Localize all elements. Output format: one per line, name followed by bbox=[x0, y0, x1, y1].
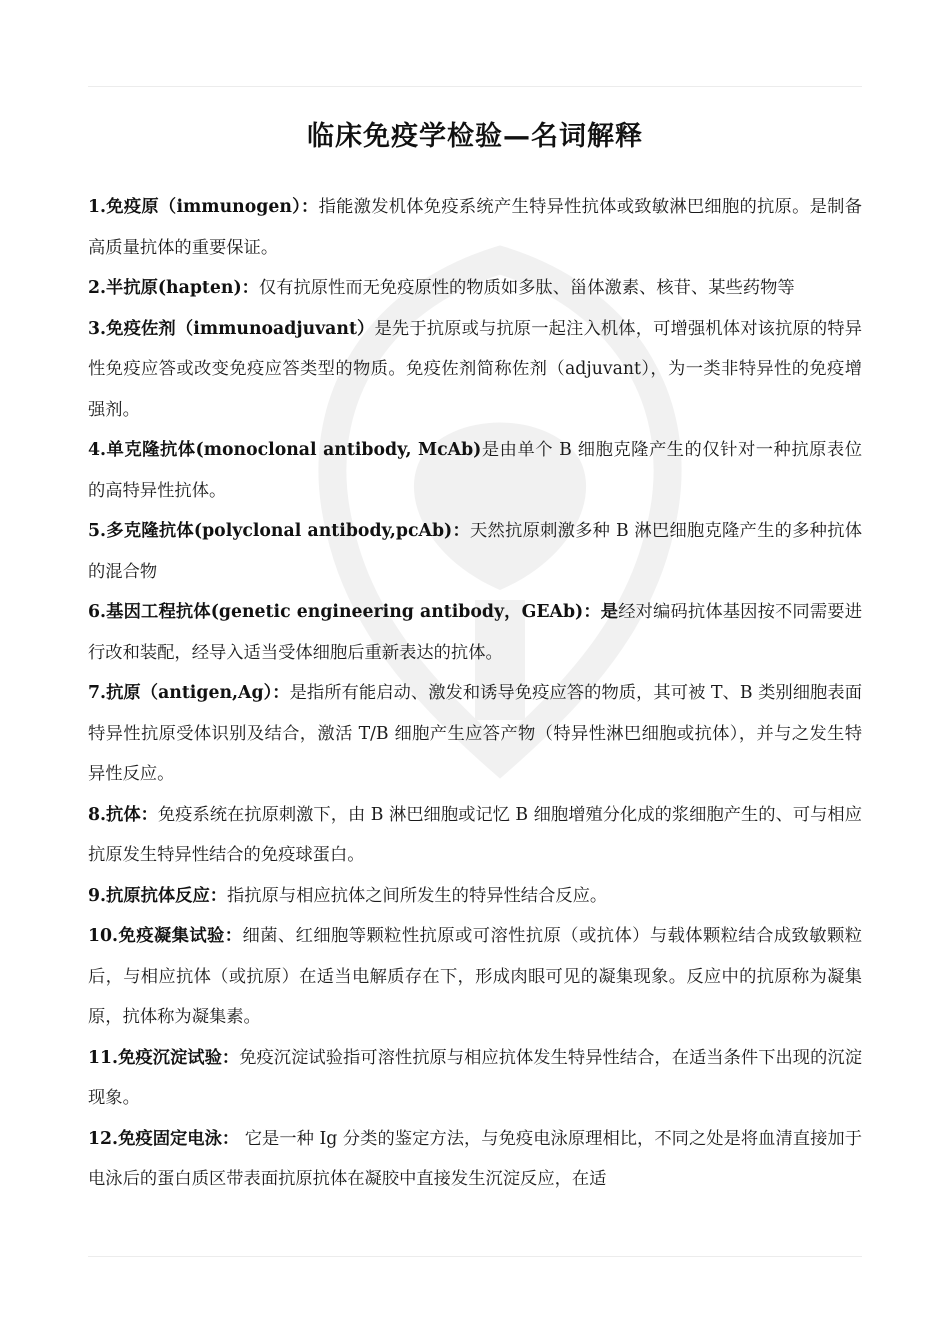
term-entry-11 bbox=[88, 1038, 862, 1119]
term-heading: 4.单克隆抗体(monoclonal antibody, McAb) bbox=[88, 440, 482, 460]
term-definition: 天然抗原刺激多种 B 淋巴细胞克隆产生的多种抗体的混合物 bbox=[88, 521, 862, 582]
term-definition: 指抗原与相应抗体之间所发生的特异性结合反应。 bbox=[227, 885, 608, 906]
term-heading: 9.抗原抗体反应： bbox=[88, 885, 228, 906]
term-heading: 8.抗体： bbox=[88, 804, 158, 825]
term-entry-2 bbox=[88, 268, 862, 309]
term-definition: 是指所有能启动、激发和诱导免疫应答的物质，其可被 T、B 类别细胞表面特异性抗原受体识别及结合，激活 T/B 细胞产生应答产物（特异性淋巴细胞或抗体），并与之发生特异性反应。 bbox=[88, 683, 862, 784]
term-heading: 3.免疫佐剂（immunoadjuvant） bbox=[88, 318, 375, 339]
page-title: 临床免疫学检验—名词解释 bbox=[307, 121, 643, 152]
term-definition: 经对编码抗体基因按不同需要进行改和装配，经导入适当受体细胞后重新表达的抗体。 bbox=[88, 602, 862, 663]
term-definition: 是由单个 B 细胞克隆产生的仅针对一种抗原表位的高特异性抗体。 bbox=[88, 440, 863, 501]
term-definition: 细菌、红细胞等颗粒性抗原或可溶性抗原（或抗体）与载体颗粒结合成致敏颗粒后，与相应抗体（或抗原）在适当电解质存在下，形成肉眼可见的凝集现象。反应中的抗原称为凝集原，抗体称为凝集素。 bbox=[88, 926, 862, 1027]
term-entry-8 bbox=[88, 795, 862, 876]
term-heading: 5.多克隆抗体(polyclonal antibody,pcAb)： bbox=[88, 521, 470, 541]
term-entry-9 bbox=[88, 876, 862, 917]
term-entry-3 bbox=[88, 309, 862, 431]
term-heading: 12.免疫固定电泳： bbox=[88, 1128, 240, 1149]
term-entry-6 bbox=[88, 592, 862, 673]
term-entry-1 bbox=[88, 187, 862, 268]
term-entry-7 bbox=[88, 673, 862, 795]
term-heading: 11.免疫沉淀试验： bbox=[88, 1047, 240, 1068]
term-definition: 是先于抗原或与抗原一起注入机体，可增强机体对该抗原的特异性免疫应答或改变免疫应答类型的物质。免疫佐剂简称佐剂（adjuvant），为一类非特异性的免疫增强剂。 bbox=[88, 318, 862, 420]
term-heading: 2.半抗原(hapten)： bbox=[88, 278, 259, 298]
term-definition: 指能激发机体免疫系统产生特异性抗体或致敏淋巴细胞的抗原。是制备高质量抗体的重要保证。 bbox=[88, 197, 862, 258]
header-rule bbox=[88, 86, 862, 87]
term-list bbox=[88, 187, 862, 1200]
term-entry-4 bbox=[88, 430, 862, 511]
term-definition: 免疫系统在抗原刺激下，由 B 淋巴细胞或记忆 B 细胞增殖分化成的浆细胞产生的、可与相应抗原发生特异性结合的免疫球蛋白。 bbox=[88, 804, 862, 865]
term-definition: 仅有抗原性而无免疫原性的物质如多肽、甾体激素、核苷、某些药物等 bbox=[258, 278, 795, 298]
footer-rule bbox=[88, 1256, 862, 1257]
term-heading: 6.基因工程抗体(genetic engineering antibody，GEAb)：是 bbox=[88, 602, 619, 622]
term-heading: 1.免疫原（immunogen）： bbox=[88, 197, 319, 217]
term-entry-12 bbox=[88, 1119, 862, 1200]
term-definition: 免疫沉淀试验指可溶性抗原与相应抗体发生特异性结合，在适当条件下出现的沉淀现象。 bbox=[88, 1047, 862, 1108]
term-heading: 10.免疫凝集试验： bbox=[88, 926, 243, 946]
term-entry-10 bbox=[88, 916, 862, 1038]
term-heading: 7.抗原（antigen,Ag）： bbox=[88, 683, 290, 703]
term-definition: 它是一种 Ig 分类的鉴定方法，与免疫电泳原理相比，不同之处是将血清直接加于电泳后的蛋白质区带表面抗原抗体在凝胶中直接发生沉淀反应，在适 bbox=[88, 1128, 862, 1189]
term-entry-5 bbox=[88, 511, 862, 592]
